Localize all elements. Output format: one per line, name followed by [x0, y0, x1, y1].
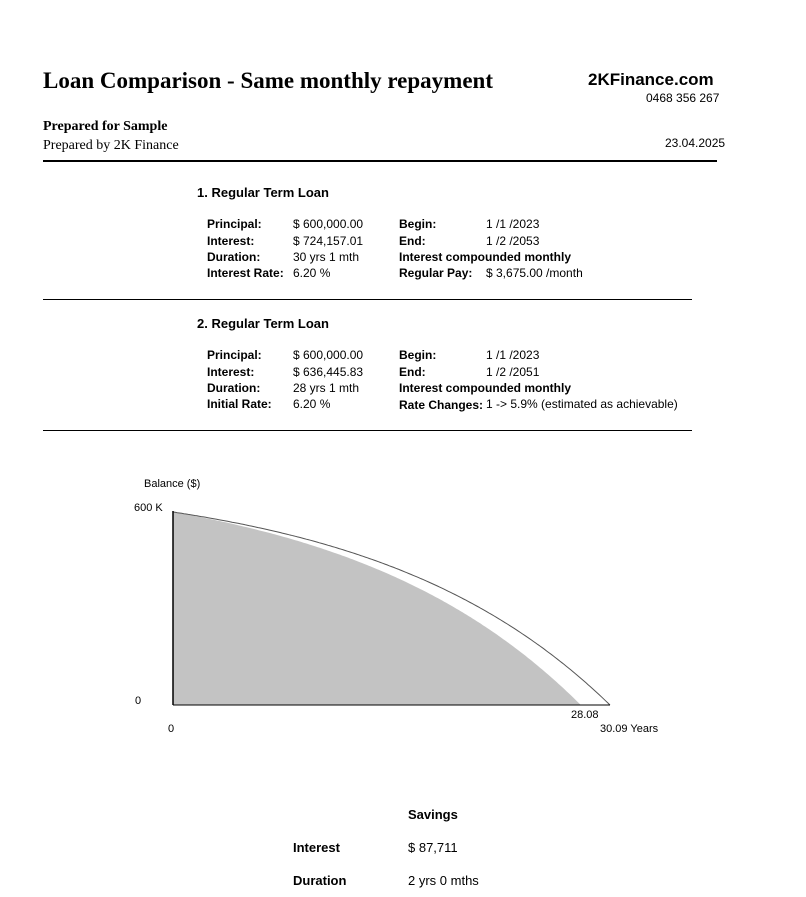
loan1-rate-label: Interest Rate: — [207, 266, 284, 280]
loan1-interest: $ 724,157.01 — [293, 234, 364, 248]
x-end-tick: 30.09 Years — [600, 723, 659, 735]
loan2-heading: 2. Regular Term Loan — [197, 316, 329, 331]
loan1-compound: Interest compounded monthly — [399, 250, 572, 264]
loan2-principal-label: Principal: — [207, 348, 262, 362]
x-tick-start: 0 — [168, 723, 175, 735]
y-tick-bottom: 0 — [135, 695, 142, 707]
y-tick-top: 600 K — [134, 502, 163, 514]
loan2-end: 1 /2 /2051 — [486, 365, 540, 379]
loan2-duration-label: Duration: — [207, 381, 261, 395]
savings-interest: $ 87,711 — [408, 840, 458, 855]
prepared-for: Prepared for Sample — [43, 119, 168, 134]
savings-duration: 2 yrs 0 mths — [408, 873, 479, 888]
page-title: Loan Comparison - Same monthly repayment — [43, 68, 494, 93]
loan1-heading: 1. Regular Term Loan — [197, 185, 329, 200]
loan1-principal: $ 600,000.00 — [293, 217, 364, 231]
loan2-rate: 6.20 % — [293, 397, 331, 411]
loan1-end: 1 /2 /2053 — [486, 234, 540, 248]
loan2-interest: $ 636,445.83 — [293, 365, 364, 379]
loan1-duration: 30 yrs 1 mth — [293, 250, 360, 264]
savings-heading: Savings — [408, 807, 458, 822]
savings-duration-label: Duration — [293, 873, 347, 888]
loan2-interest-label: Interest: — [207, 365, 255, 379]
loan1-pay-label: Regular Pay: — [399, 266, 473, 280]
loan2-begin: 1 /1 /2023 — [486, 348, 540, 362]
loan2-changes: 1 -> 5.9% (estimated as achievable) — [486, 397, 678, 411]
y-axis-label: Balance ($) — [144, 478, 201, 490]
loan1-rate: 6.20 % — [293, 266, 331, 280]
loan1-interest-label: Interest: — [207, 234, 255, 248]
loan1-begin: 1 /1 /2023 — [486, 217, 540, 231]
loan1-principal-label: Principal: — [207, 217, 262, 231]
report-date: 23.04.2025 — [665, 136, 726, 150]
brand-name: 2KFinance.com — [588, 70, 714, 89]
loan2-compound: Interest compounded monthly — [399, 381, 572, 395]
loan1-begin-label: Begin: — [399, 217, 437, 231]
loan2-rate-label: Initial Rate: — [207, 397, 272, 411]
savings-interest-label: Interest — [293, 840, 340, 855]
loan1-end-label: End: — [399, 234, 426, 248]
loan2-duration: 28 yrs 1 mth — [293, 381, 360, 395]
loan2-begin-label: Begin: — [399, 348, 437, 362]
loan2-balance-area — [173, 512, 581, 705]
loan2-end-label: End: — [399, 365, 426, 379]
prepared-by: Prepared by 2K Finance — [43, 138, 179, 153]
loan2-principal: $ 600,000.00 — [293, 348, 364, 362]
loan1-duration-label: Duration: — [207, 250, 261, 264]
loan2-end-tick: 28.08 — [571, 709, 599, 721]
loan2-changes-label: Rate Changes: — [399, 398, 484, 412]
phone-number: 0468 356 267 — [646, 91, 720, 105]
loan1-pay: $ 3,675.00 /month — [486, 266, 583, 280]
